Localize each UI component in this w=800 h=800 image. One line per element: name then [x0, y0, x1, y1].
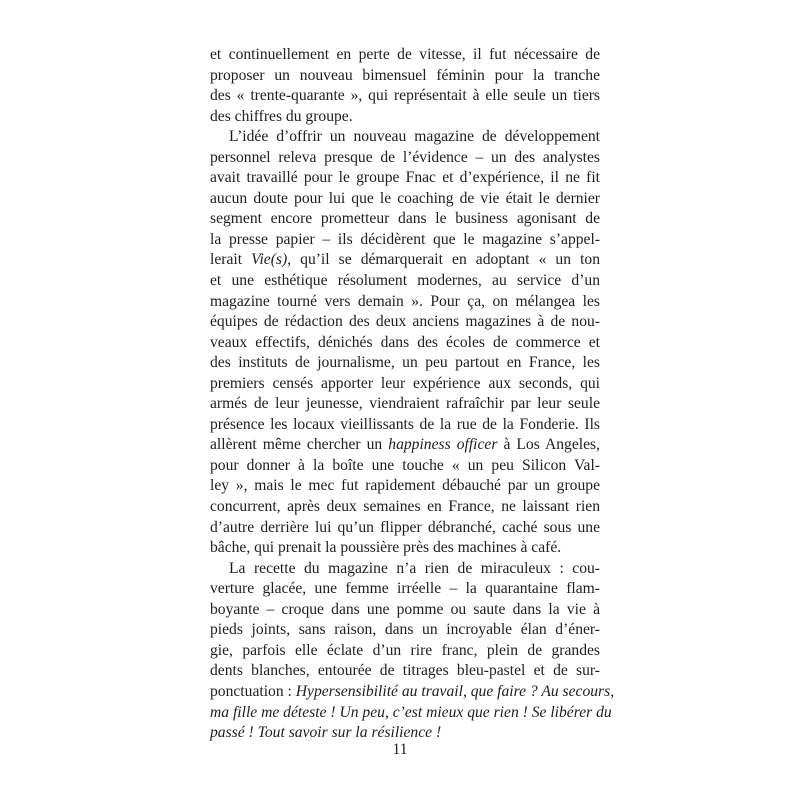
text-line [210, 250, 600, 271]
text-line: la presse papier – ils décidèrent que le magazine s’appel- [210, 230, 600, 248]
text-line: des instituts de journalisme, un peu partout en France, les [210, 354, 600, 372]
text-run: allèrent même chercher un [210, 436, 389, 454]
text-line: d’autre derrière lui qu’un flipper débranché, caché sous une [210, 518, 600, 536]
text-line: présence les locaux vieillissants de la rue de la Fonderie. Ils [210, 415, 600, 433]
text-line: segment encore prometteur dans le business agonisant de [210, 210, 600, 228]
body-text [210, 45, 615, 744]
text-line: des « trente-quarante », qui représentait à elle seule un tiers [210, 87, 600, 105]
text-line: proposer un nouveau bimensuel féminin pour la tranche [210, 66, 600, 84]
text-line: équipes de rédaction des deux anciens magazines à de nou- [210, 313, 600, 331]
text-line: La recette du magazine n’a rien de miraculeux : cou- [229, 559, 600, 577]
text-line: passé ! Tout savoir sur la résilience ! [210, 724, 442, 742]
text-run: ponctuation : [210, 682, 296, 700]
text-line: gie, parfois elle éclate d’un rire franc, plein de grandes [210, 641, 600, 659]
text-line: dents blanches, entourée de titrages bleu-pastel et de sur- [210, 662, 600, 680]
text-line: veaux effectifs, dénichés dans des écoles de commerce et [210, 333, 600, 351]
text-line: concurrent, après deux semaines en France, ne laissant rien [210, 498, 600, 516]
text-line: des chiffres du groupe. [210, 107, 353, 125]
text-line [210, 682, 615, 703]
text-line: magazine tourné vers demain ». Pour ça, on mélangea les [210, 292, 600, 310]
text-line: pour donner à la boîte une touche « un peu Silicon Val- [210, 456, 600, 474]
text-line: et continuellement en perte de vitesse, il fut nécessaire de [210, 46, 600, 63]
text-line: ma fille me déteste ! Un peu, c’est mieux que rien ! Se libérer du [210, 703, 612, 721]
text-line: boyante – croque dans une pomme ou saute dans la vie à [210, 600, 600, 618]
text-line [210, 435, 600, 456]
text-line: personnel releva presque de l’évidence – un des analystes [210, 148, 600, 166]
text-line: premiers censés apporter leur expérience aux seconds, qui [210, 374, 600, 392]
text-line: verture glacée, une femme irréelle – la quarantaine flam- [210, 580, 600, 598]
italic-term: happiness officer [388, 436, 498, 454]
page-number: 11 [392, 741, 408, 758]
text-run: , qu’il se démarquerait en adoptant « un ton [287, 251, 601, 269]
text-line: bâche, qui prenait la poussière près des machines à café. [210, 539, 562, 557]
text-line: armés de leur jeunesse, viendraient rafraîchir par leur seule [210, 395, 600, 413]
text-line: aucun doute pour lui que le coaching de vie était le dernier [210, 189, 600, 207]
italic-title: Vie(s) [251, 251, 288, 269]
text-line: et une esthétique résolument modernes, au service d’un [210, 272, 600, 290]
text-run: lerait [210, 251, 252, 269]
text-line: L’idée d’offrir un nouveau magazine de développement [229, 128, 600, 146]
text-line: pieds joints, sans raison, dans un incroyable élan d’éner- [210, 621, 600, 639]
text-run: à Los Angeles, [497, 436, 600, 454]
italic-headlines: Hypersensibilité au travail, que faire ? Au secours, [295, 682, 615, 700]
text-line: ley », mais le mec fut rapidement débauché par un groupe [210, 477, 600, 495]
text-line: avait travaillé pour le groupe Fnac et d’expérience, il ne fit [210, 169, 600, 187]
